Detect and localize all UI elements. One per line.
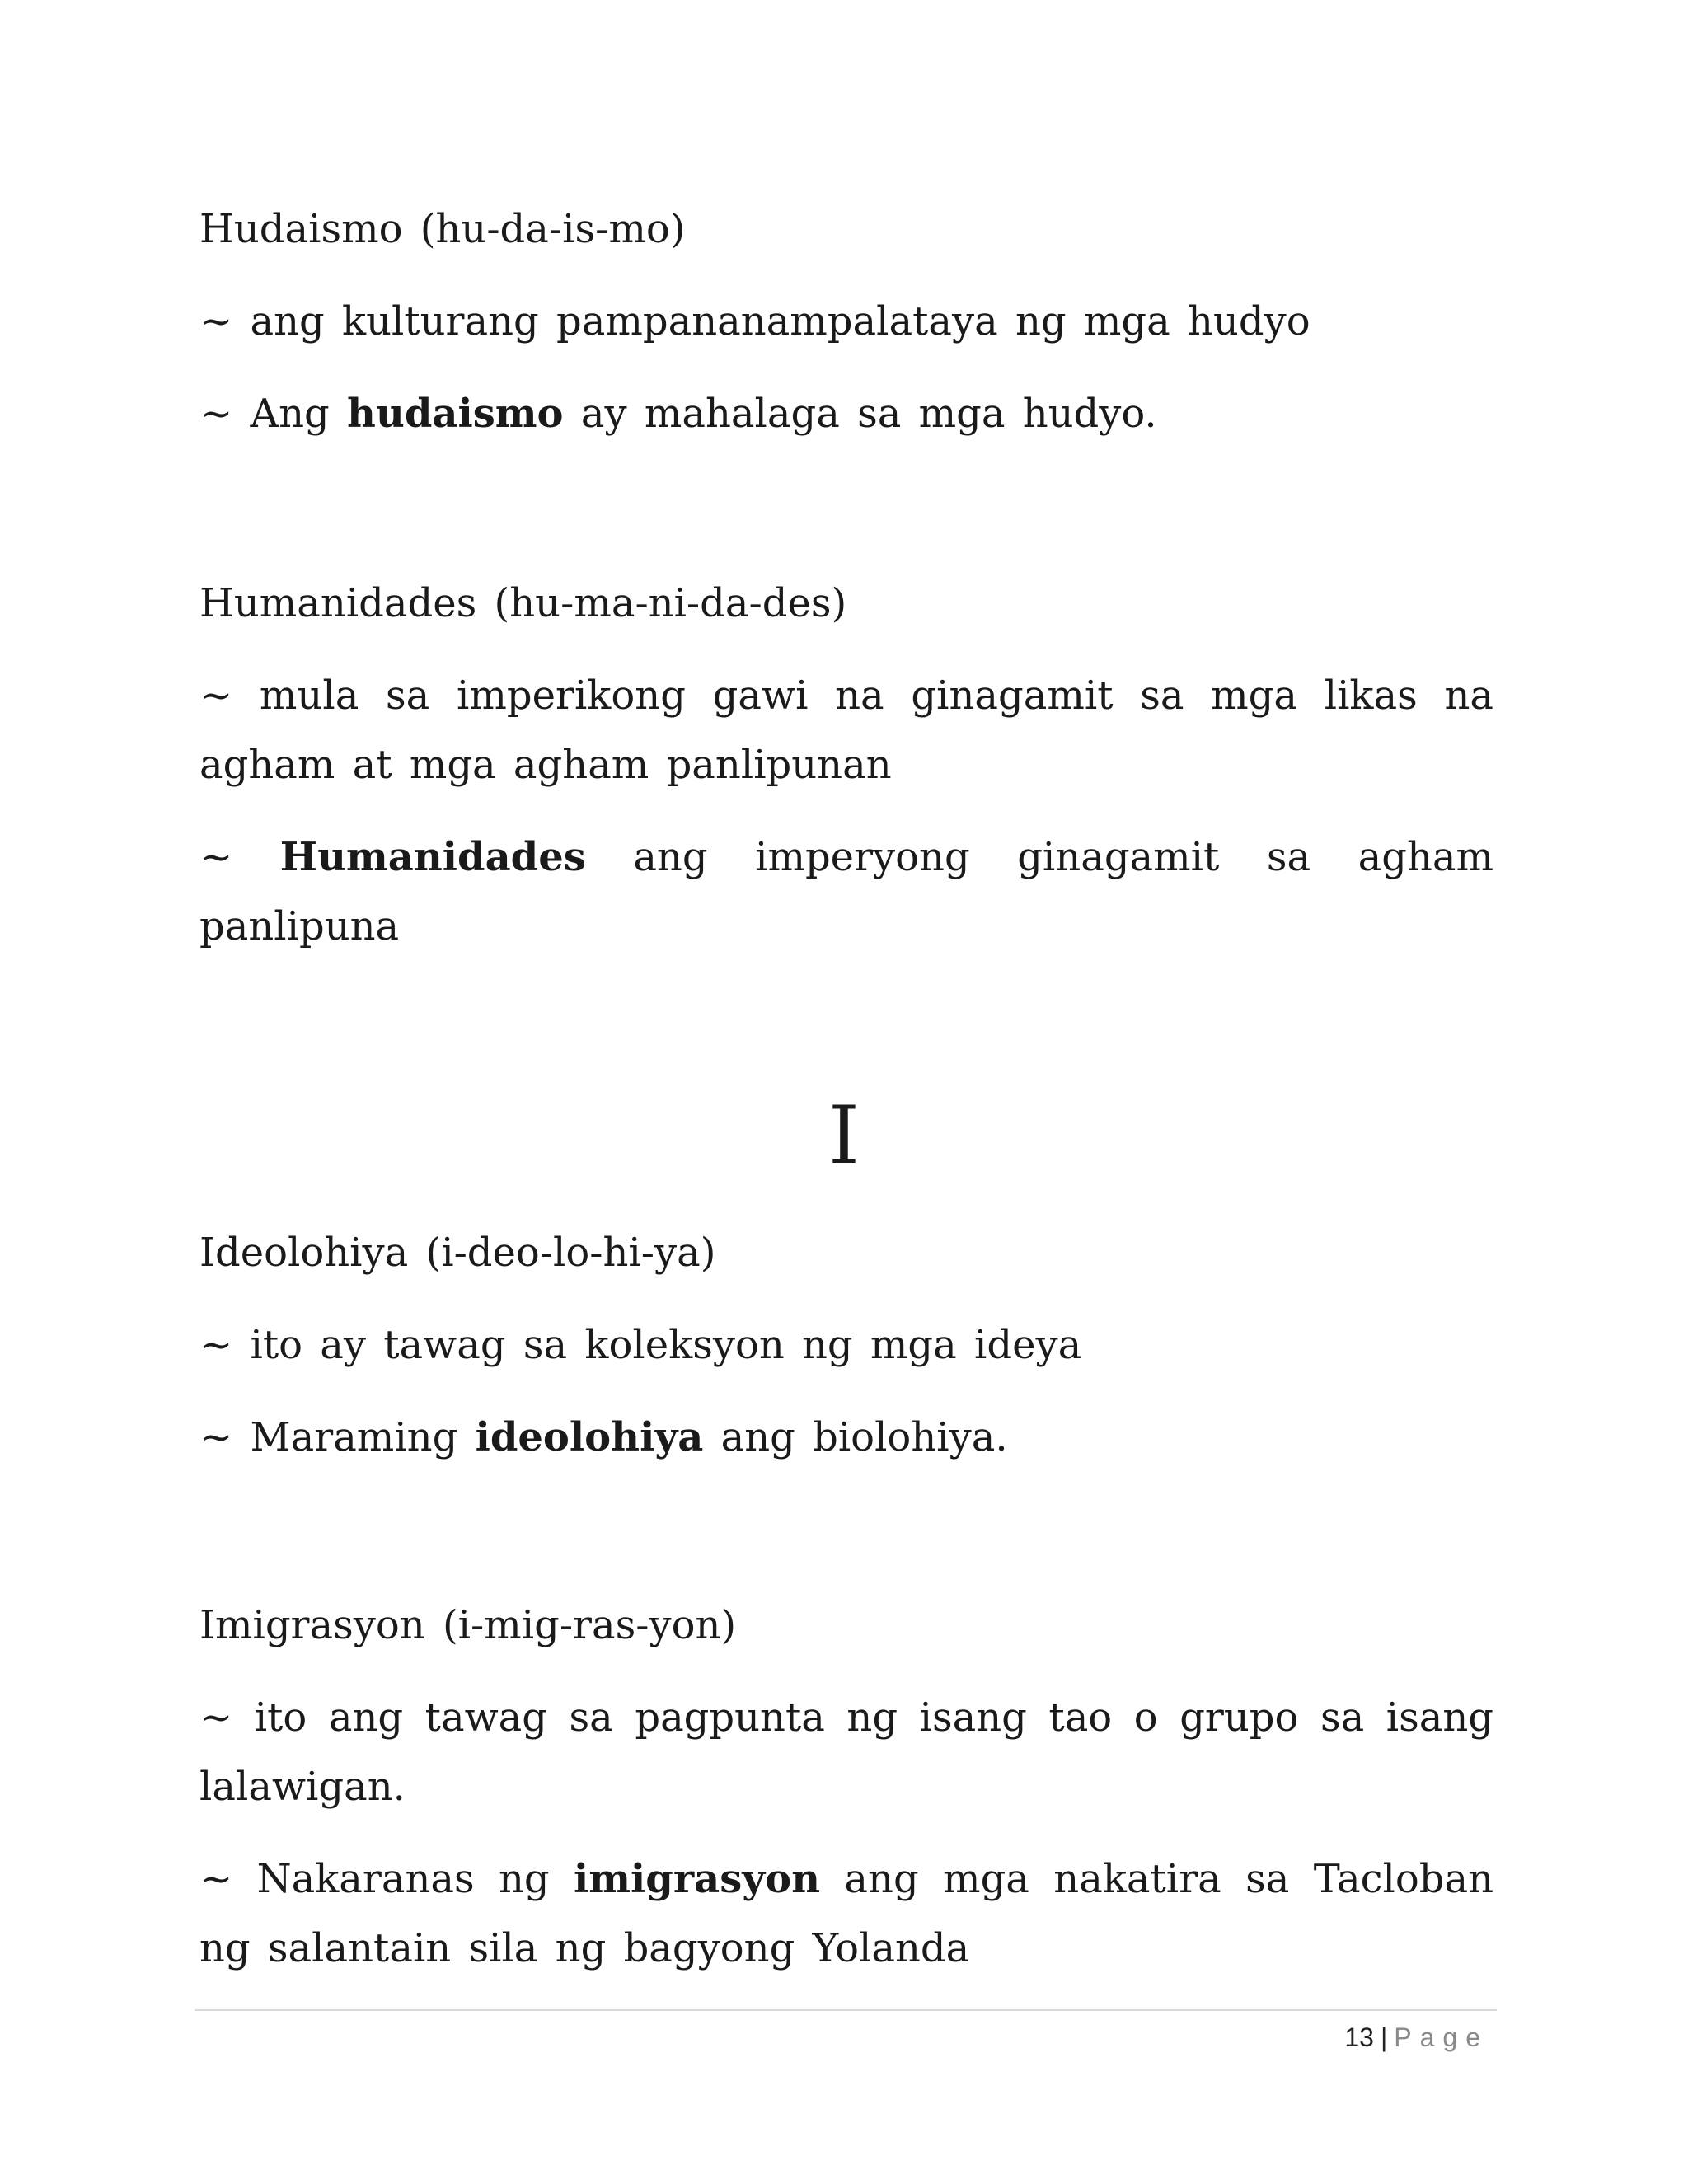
section-letter: I (828, 1090, 860, 1182)
example-prefix: ~ Maraming (199, 1414, 476, 1460)
entry-definition: ~ ito ang tawag sa pagpunta ng isang tao o grupo sa isang lalawigan. (199, 1694, 1493, 1810)
entry-term: Ideolohiya (i-deo-lo-hi-ya) (199, 1230, 716, 1276)
example-prefix: ~ Nakaranas ng (199, 1856, 574, 1902)
entry-example (199, 823, 1493, 961)
footer-divider (195, 2009, 1497, 2011)
page-label: Page (1394, 2022, 1489, 2052)
entry-definition: ~ ito ay tawag sa koleksyon ng mga ideya (199, 1322, 1082, 1368)
example-keyword: imigrasyon (574, 1856, 821, 1902)
entry-definition: ~ ang kulturang pampananampalataya ng mga hudyo (199, 298, 1311, 344)
entry-term: Hudaismo (hu-da-is-mo) (199, 206, 686, 252)
entry-term: Imigrasyon (i-mig-ras-yon) (199, 1602, 737, 1648)
example-suffix: ang mga nakatira sa Tacloban ng salantain sila ng bagyong Yolanda (199, 1856, 1493, 1971)
entry-hudaismo (199, 194, 1493, 448)
footer-separator: | (1380, 2022, 1388, 2052)
example-keyword: Humanidades (279, 834, 586, 880)
example-prefix: ~ (199, 834, 280, 880)
page-number: 13 (1344, 2022, 1374, 2052)
entry-ideolohiya (199, 1218, 1493, 1472)
example-keyword: hudaismo (347, 391, 564, 437)
example-suffix: ang imperyong ginagamit sa agham panlipuna (199, 834, 1493, 949)
example-suffix: ang biolohiya. (703, 1414, 1008, 1460)
entry-term: Humanidades (hu-ma-ni-da-des) (199, 580, 847, 626)
example-keyword: ideolohiya (475, 1414, 704, 1460)
entry-example (199, 379, 1493, 448)
entry-definition: ~ mula sa imperikong gawi na ginagamit sa mga likas na agham at mga agham panlipunan (199, 673, 1493, 788)
entry-imigrasyon (199, 1591, 1493, 1983)
example-prefix: ~ Ang (199, 391, 348, 437)
entry-example (199, 1403, 1493, 1472)
entry-humanidades (199, 569, 1493, 961)
entry-example (199, 1844, 1493, 1983)
page-footer (1344, 2018, 1489, 2057)
example-suffix: ay mahalaga sa mga hudyo. (563, 391, 1157, 437)
